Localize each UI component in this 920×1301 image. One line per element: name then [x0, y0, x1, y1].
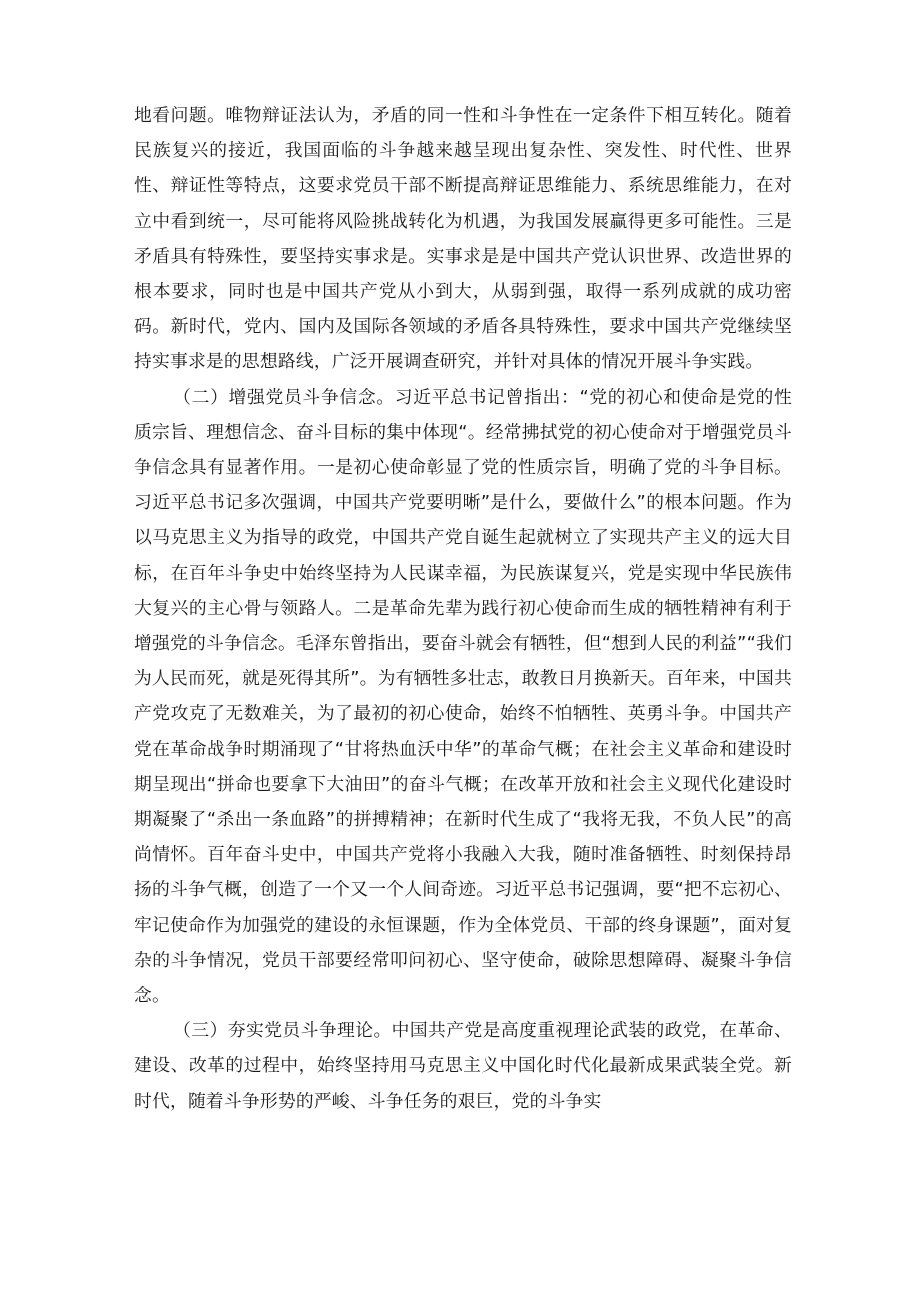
body-paragraph-3: （三）夯实党员斗争理论。中国共产党是高度重视理论武装的政党，在革命、建设、改革的过程中，始终坚持用马克思主义中国化时代化最新成果武装全党。新时代，随着斗争形势的严峻、斗争任务的艰巨，党的斗争实 [134, 1020, 792, 1112]
body-paragraph-1: 地看问题。唯物辩证法认为，矛盾的同一性和斗争性在一定条件下相互转化。随着民族复兴的接近，我国面临的斗争越来越呈现出复杂性、突发性、时代性、世界性、辩证性等特点，这要求党员干部不断提高辩证思维能力、系统思维能力，在对立中看到统一，尽可能将风险挑战转化为机遇，为我国发展赢得更多可能性。三是矛盾具有特殊性，要坚持实事求是。实事求是是中国共产党认识世界、改造世界的根本要求，同时也是中国共产党从小到大，从弱到强，取得一系列成就的成功密码。新时代，党内、国内及国际各领域的矛盾各具特殊性，要求中国共产党继续坚持实事求是的思想路线，广泛开展调查研究，并针对具体的情况开展斗争实践。 [134, 105, 792, 373]
body-paragraph-2: （二）增强党员斗争信念。习近平总书记曾指出：“党的初心和使命是党的性质宗旨、理想信念、奋斗目标的集中体现“。经常拂拭党的初心使命对于增强党员斗争信念具有显著作用。一是初心使命彰显了党的性质宗旨，明确了党的斗争目标。习近平总书记多次强调，中国共产党要明晰”是什么，要做什么”的根本问题。作为以马克思主义为指导的政党，中国共产党自诞生起就树立了实现共产主义的远大目标，在百年斗争史中始终坚持为人民谋幸福，为民族谋复兴，党是实现中华民族伟大复兴的主心骨与领路人。二是革命先辈为践行初心使命而生成的牺牲精神有利于增强党的斗争信念。毛泽东曾指出，要奋斗就会有牺牲，但“想到人民的利益”“我们为人民而死，就是死得其所”。为有牺牲多壮志，敢教日月换新天。百年来，中国共产党攻克了无数难关，为了最初的初心使命，始终不怕牺牲、英勇斗争。中国共产党在革命战争时期涌现了“甘将热血沃中华”的革命气概；在社会主义革命和建设时期呈现出“拼命也要拿下大油田”的奋斗气概；在改革开放和社会主义现代化建设时期凝聚了“杀出一条血路”的拼搏精神；在新时代生成了“我将无我，不负人民”的高尚情怀。百年奋斗史中，中国共产党将小我融入大我，随时准备牺牲、时刻保持昂扬的斗争气概，创造了一个又一个人间奇迹。习近平总书记强调，要“把不忘初心、牢记使命作为加强党的建设的永恒课题，作为全体党员、干部的终身课题”，面对复杂的斗争情况，党员干部要经常叩问初心、坚守使命，破除思想障碍、凝聚斗争信念。 [134, 386, 792, 1007]
